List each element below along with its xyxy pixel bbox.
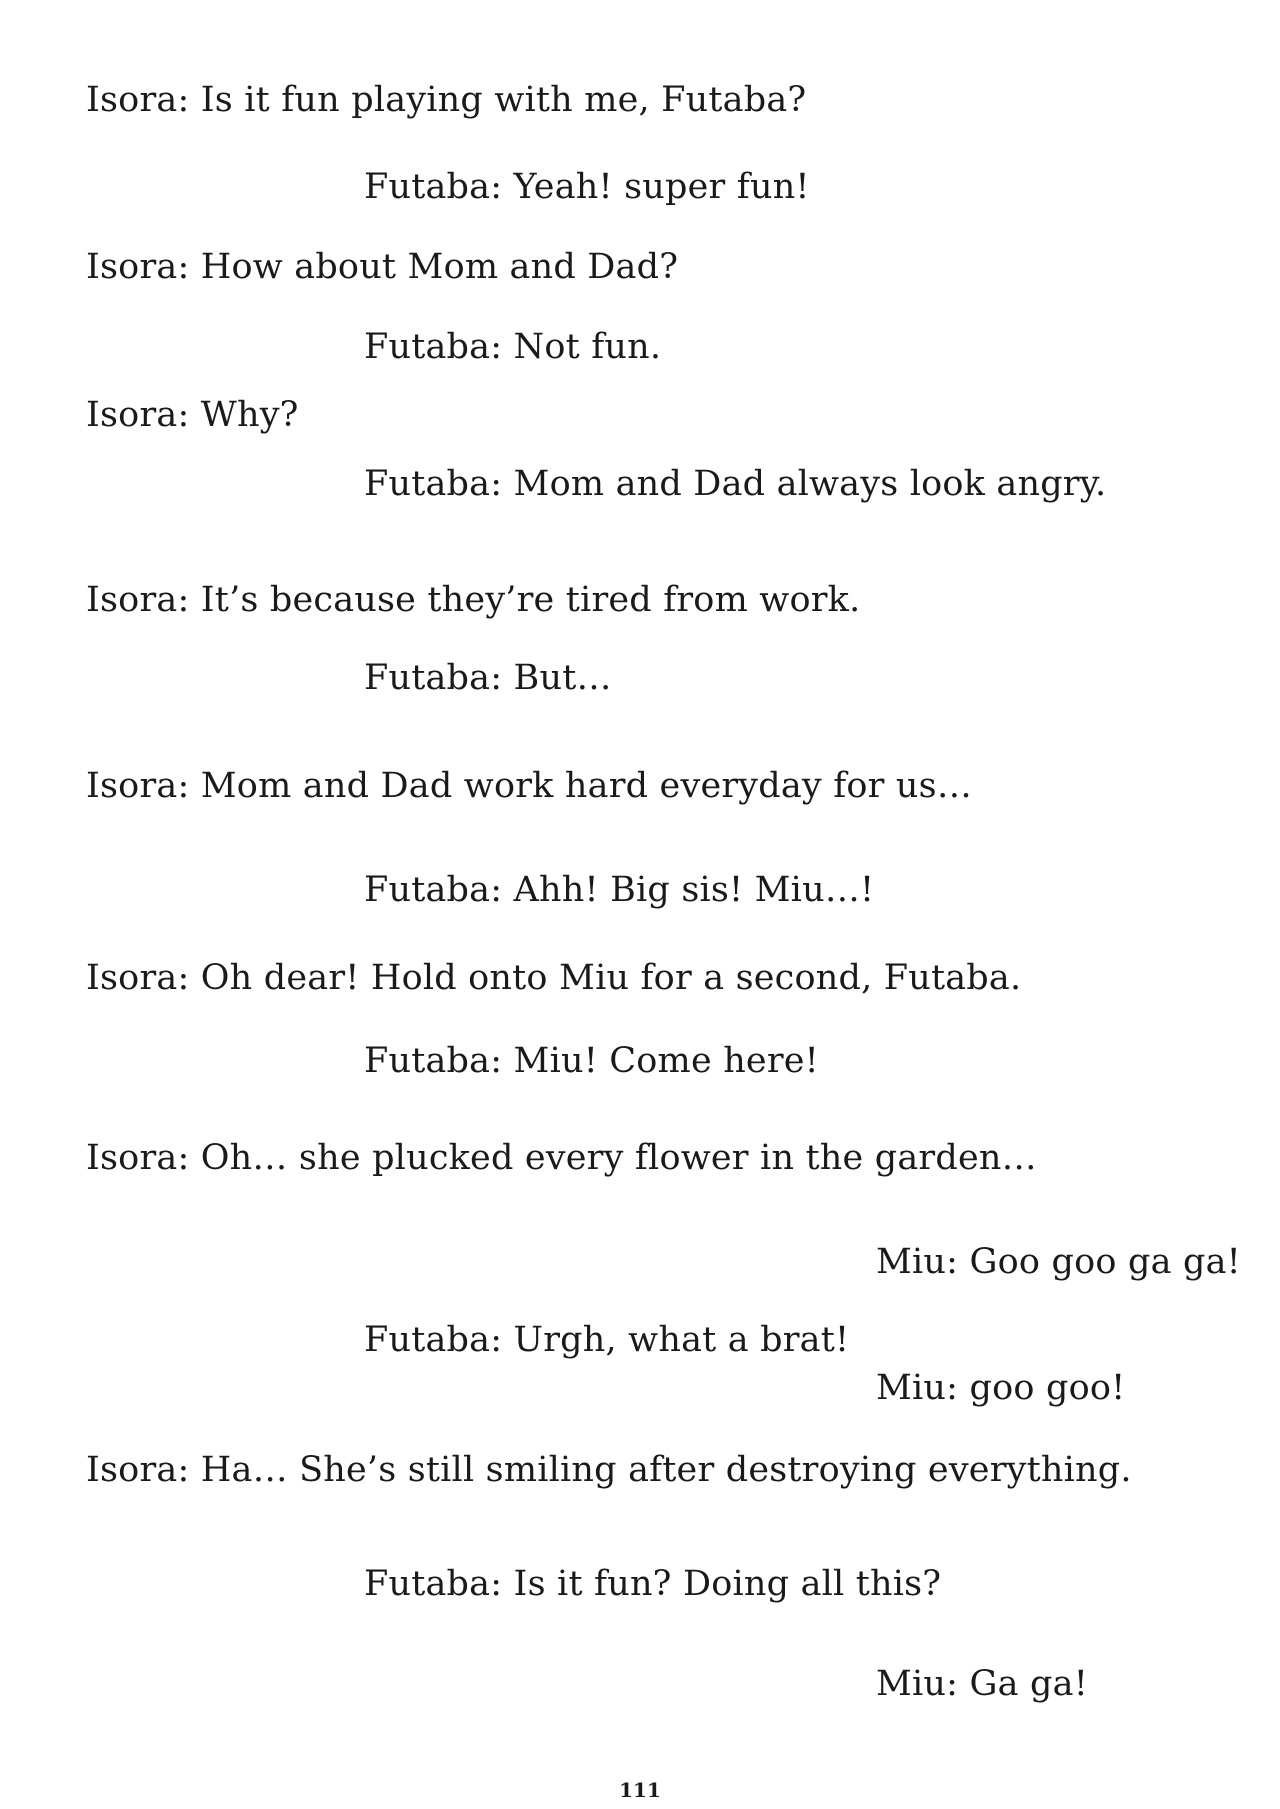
dialogue-line-miu: Miu: Goo goo ga ga!	[876, 1242, 1241, 1282]
dialogue-line-miu: Miu: goo goo!	[876, 1368, 1126, 1408]
dialogue-line-isora: Isora: Oh… she plucked every flower in the garden…	[86, 1138, 1037, 1178]
dialogue-line-futaba: Futaba: But…	[364, 658, 612, 698]
dialogue-line-futaba: Futaba: Yeah! super fun!	[364, 167, 810, 207]
dialogue-line-isora: Isora: How about Mom and Dad?	[86, 247, 679, 287]
dialogue-line-isora: Isora: Is it fun playing with me, Futaba?	[86, 80, 807, 120]
dialogue-line-isora: Isora: Mom and Dad work hard everyday for us…	[86, 766, 973, 806]
dialogue-line-isora: Isora: Why?	[86, 395, 299, 435]
dialogue-line-futaba: Futaba: Ahh! Big sis! Miu…!	[364, 870, 875, 910]
dialogue-line-isora: Isora: Oh dear! Hold onto Miu for a second, Futaba.	[86, 958, 1022, 998]
dialogue-line-isora: Isora: It’s because they’re tired from work.	[86, 580, 861, 620]
dialogue-line-isora: Isora: Ha… She’s still smiling after destroying everything.	[86, 1450, 1132, 1490]
page-number: 111	[619, 1778, 661, 1802]
dialogue-line-futaba: Futaba: Is it fun? Doing all this?	[364, 1564, 942, 1604]
dialogue-line-futaba: Futaba: Urgh, what a brat!	[364, 1320, 850, 1360]
dialogue-line-futaba: Futaba: Mom and Dad always look angry.	[364, 464, 1107, 504]
dialogue-line-miu: Miu: Ga ga!	[876, 1664, 1088, 1704]
dialogue-line-futaba: Futaba: Not fun.	[364, 327, 662, 367]
dialogue-line-futaba: Futaba: Miu! Come here!	[364, 1041, 819, 1081]
